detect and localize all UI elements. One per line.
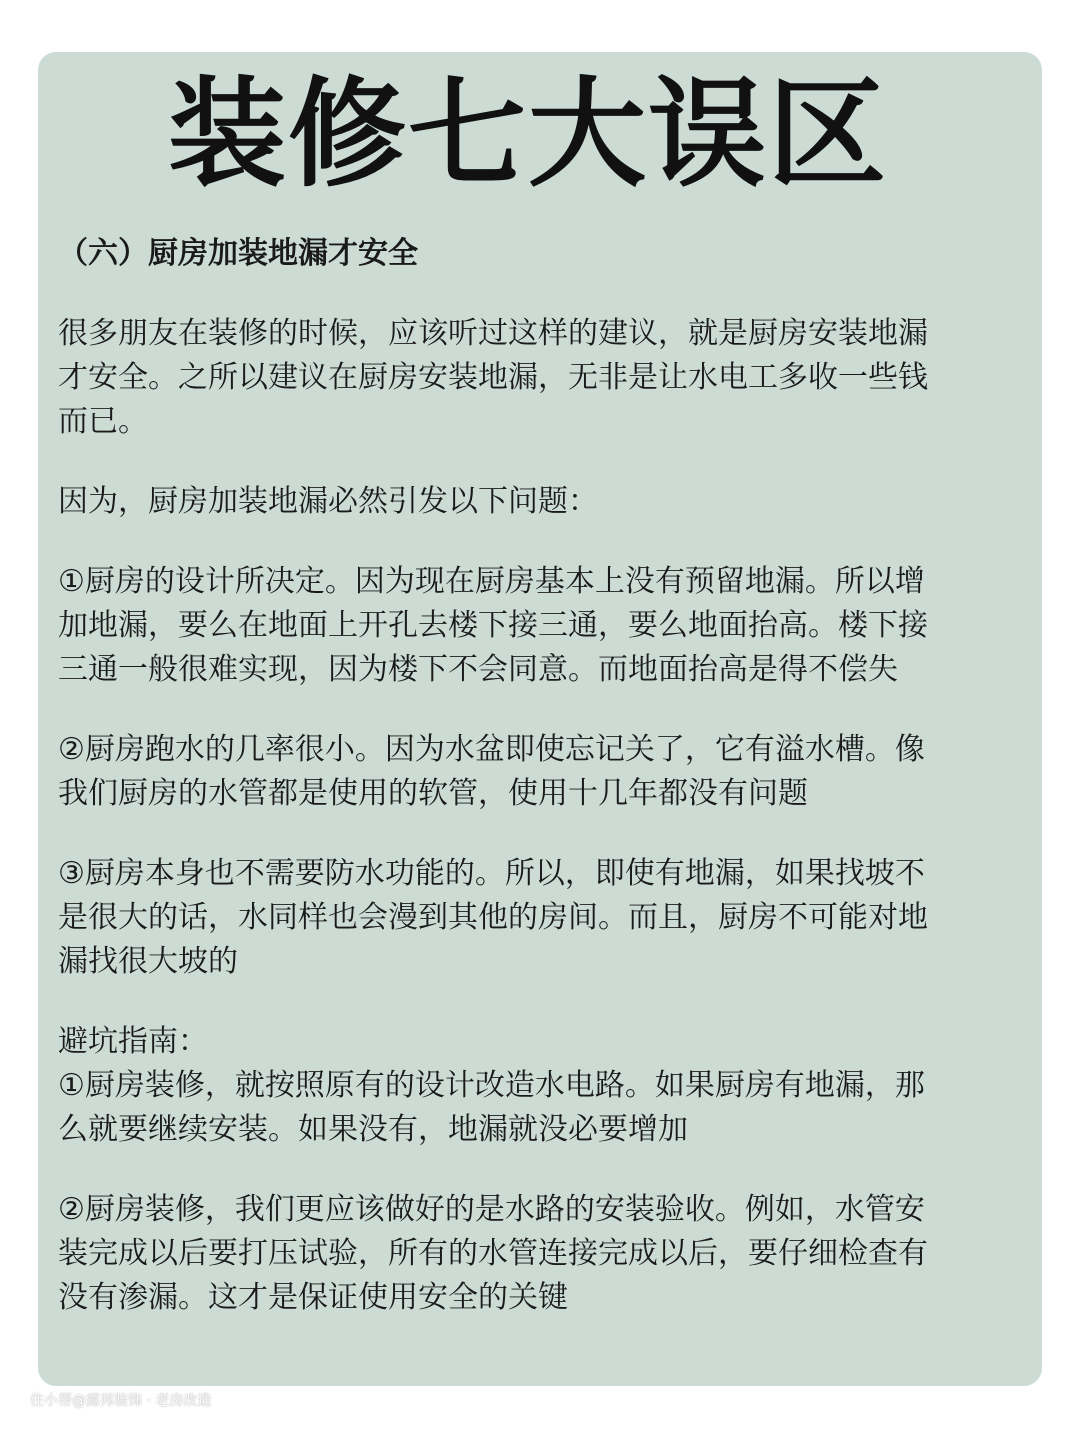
text-line: 没有渗漏。这才是保证使用安全的关键: [58, 1280, 568, 1315]
text-line: 因为，厨房加装地漏必然引发以下问题：: [58, 484, 598, 519]
text-line: 避坑指南：: [58, 1024, 208, 1059]
text-line: 三通一般很难实现，因为楼下不会同意。而地面抬高是得不偿失: [58, 652, 898, 687]
text-line: ②厨房跑水的几率很小。因为水盆即使忘记关了，它有溢水槽。像: [58, 732, 925, 767]
text-line: 加地漏，要么在地面上开孔去楼下接三通，要么地面抬高。楼下接: [58, 608, 928, 643]
text-line: ③厨房本身也不需要防水功能的。所以，即使有地漏，如果找坡不: [58, 856, 925, 891]
watermark: 住小帮@露邦装饰 · 老房改造: [30, 1393, 212, 1409]
text-line: ①厨房装修，就按照原有的设计改造水电路。如果厨房有地漏，那: [58, 1068, 925, 1103]
text-line: 很多朋友在装修的时候，应该听过这样的建议，就是厨房安装地漏: [58, 316, 928, 351]
text-line: 漏找很大坡的: [58, 944, 238, 979]
text-line: 是很大的话，水同样也会漫到其他的房间。而且，厨房不可能对地: [58, 900, 928, 935]
text-line: 装完成以后要打压试验，所有的水管连接完成以后，要仔细检查有: [58, 1236, 928, 1271]
paragraph-point-2: [58, 728, 1002, 816]
text-line: 而已。: [58, 404, 148, 439]
text-line: ②厨房装修，我们更应该做好的是水路的安装验收。例如，水管安: [58, 1192, 925, 1227]
paragraph-guide: [58, 1020, 1002, 1152]
text-line: ①厨房的设计所决定。因为现在厨房基本上没有预留地漏。所以增: [58, 564, 925, 599]
paragraph-problems-intro: [58, 480, 1002, 524]
paragraph-guide-2: [58, 1188, 1002, 1320]
article-body: [58, 312, 1002, 1320]
paragraph-intro: [58, 312, 1002, 444]
paragraph-point-1: [58, 560, 1002, 692]
text-line: 才安全。之所以建议在厨房安装地漏，无非是让水电工多收一些钱: [58, 360, 928, 395]
text-line: 么就要继续安装。如果没有，地漏就没必要增加: [58, 1112, 688, 1147]
page-title: 装修七大误区: [167, 65, 888, 203]
section-subtitle: （六）厨房加装地漏才安全: [58, 236, 418, 271]
text-line: 我们厨房的水管都是使用的软管，使用十几年都没有问题: [58, 776, 808, 811]
paragraph-point-3: [58, 852, 1002, 984]
